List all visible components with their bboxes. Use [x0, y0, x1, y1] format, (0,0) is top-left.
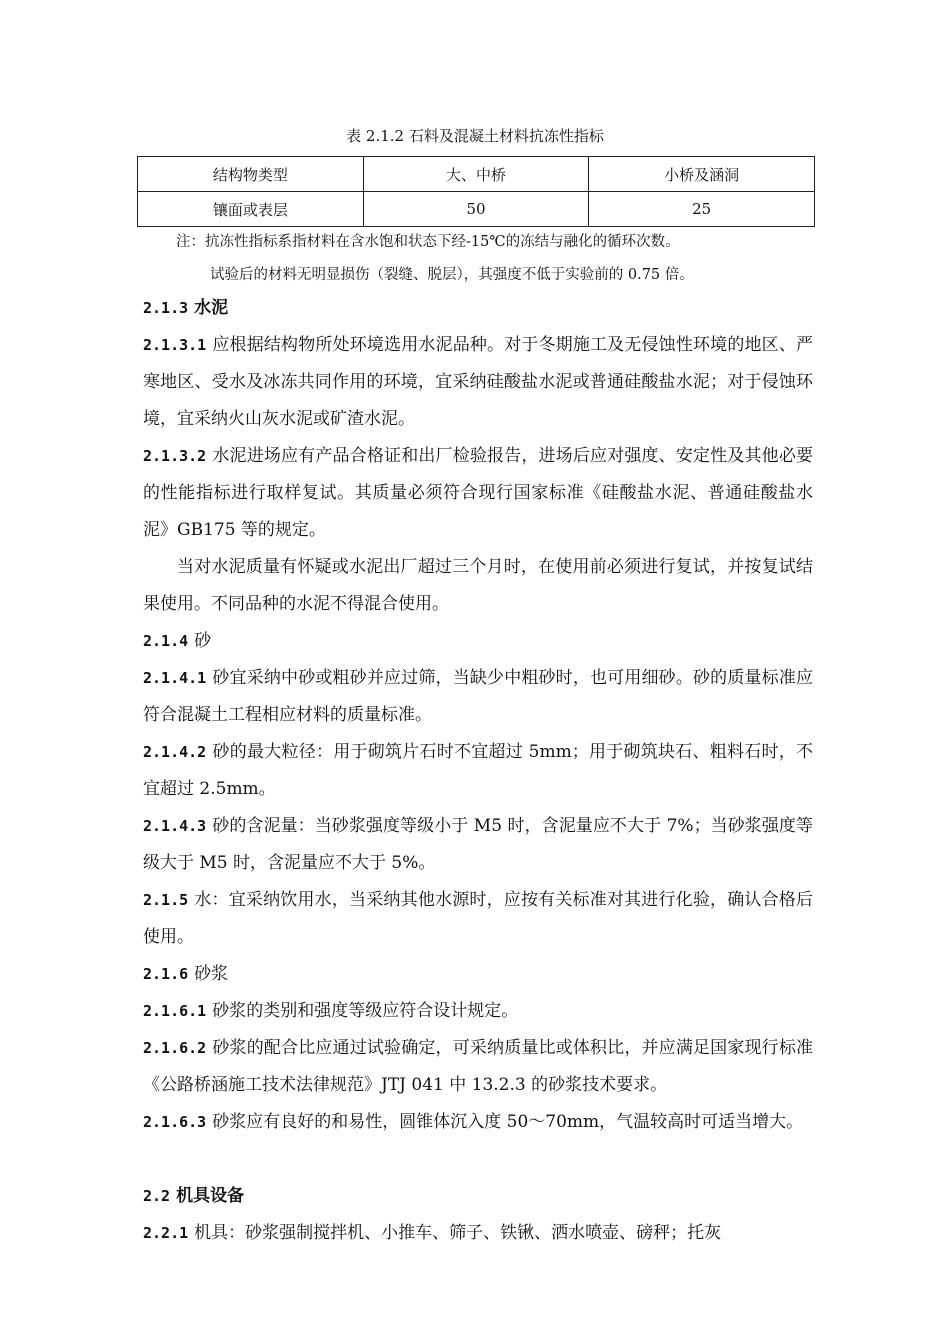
table-header-row [138, 157, 815, 192]
paragraph-2-2-1 [143, 1215, 813, 1252]
clause-text: 砂的最大粒径：用于砌筑片石时不宜超过 5mm；用于砌筑块石、粗料石时，不宜超过 2.5mm。 [143, 742, 813, 799]
section-heading-2-2 [143, 1178, 813, 1215]
clause-text: 应根据结构物所处环境选用水泥品种。对于冬期施工及无侵蚀性环境的地区、严寒地区、受水及冰冻共同作用的环境，宜采纳硅酸盐水泥或普通硅酸盐水泥；对于侵蚀环境，宜采纳火山灰水泥或矿渣水泥。 [143, 335, 813, 429]
table-header-cell: 小桥及涵洞 [589, 157, 815, 192]
paragraph-2-1-4-2 [143, 734, 813, 808]
paragraph-2-1-3-1 [143, 327, 813, 438]
clause-number: 2.1.6.1 [143, 1002, 207, 1020]
table-cell: 25 [589, 192, 815, 227]
paragraph-2-1-3-2 [143, 438, 813, 549]
table-row [138, 192, 815, 227]
clause-number: 2.1.4.2 [143, 743, 207, 761]
section-heading-2-1-3 [143, 290, 813, 327]
clause-text: 砂浆的配合比应通过试验确定，可采纳质量比或体积比，并应满足国家现行标准《公路桥涵施工技术法律规范》JTJ 041 中 13.2.3 的砂浆技术要求。 [143, 1038, 813, 1095]
clause-number: 2.1.4.1 [143, 669, 207, 687]
paragraph-2-1-5 [143, 882, 813, 956]
clause-text: 砂的含泥量：当砂浆强度等级小于 M5 时，含泥量应不大于 7%；当砂浆强度等级大于 M5 时，含泥量应不大于 5%。 [143, 816, 813, 873]
table-caption: 表 2.1.2 石料及混凝土材料抗冻性指标 [346, 127, 604, 145]
section-title: 砂浆 [194, 964, 229, 984]
clause-number: 2.1.4.3 [143, 817, 207, 835]
table-header-cell: 大、中桥 [363, 157, 589, 192]
clause-text: 水泥进场应有产品合格证和出厂检验报告，进场后应对强度、安定性及其他必要的性能指标进行取样复试。其质量必须符合现行国家标准《硅酸盐水泥、普通硅酸盐水泥》GB175 等的规定。 [143, 446, 813, 540]
clause-number: 2.1.3.1 [143, 336, 207, 354]
section-number: 2.1.4 [143, 632, 189, 650]
clause-text: 砂浆应有良好的和易性，圆锥体沉入度 50～70mm，气温较高时可适当增大。 [212, 1112, 804, 1132]
clause-text: 砂宜采纳中砂或粗砂并应过筛，当缺少中粗砂时，也可用细砂。砂的质量标准应符合混凝土工程相应材料的质量标准。 [143, 668, 813, 725]
clause-number: 2.1.6.2 [143, 1039, 207, 1057]
table-cell: 50 [363, 192, 589, 227]
section-title: 水泥 [194, 298, 229, 318]
paragraph-2-1-3-extra: 当对水泥质量有怀疑或水泥出厂超过三个月时，在使用前必须进行复试，并按复试结果使用。不同品种的水泥不得混合使用。 [143, 557, 813, 614]
section-title: 砂 [194, 631, 212, 651]
paragraph-2-1-6-2 [143, 1030, 813, 1104]
clause-number: 2.1.3.2 [143, 447, 207, 465]
table-cell: 镶面或表层 [138, 192, 364, 227]
paragraph-2-1-6-3 [143, 1104, 813, 1141]
frost-resistance-table [137, 156, 815, 227]
section-number: 2.1.3 [143, 299, 189, 317]
section-heading-2-1-4 [143, 623, 813, 660]
section-title: 机具设备 [176, 1186, 245, 1206]
clause-number: 2.2.1 [143, 1224, 189, 1242]
clause-number: 2.1.5 [143, 891, 189, 909]
paragraph-2-1-4-1 [143, 660, 813, 734]
table-note-line2: 试验后的材料无明显损伤（裂缝、脱层），其强度不低于实验前的 0.75 倍。 [210, 267, 694, 283]
section-number: 2.1.6 [143, 965, 189, 983]
clause-text: 水：宜采纳饮用水，当采纳其他水源时，应按有关标准对其进行化验，确认合格后使用。 [143, 890, 813, 947]
clause-number: 2.1.6.3 [143, 1113, 207, 1131]
section-heading-2-1-6 [143, 956, 813, 993]
clause-text: 砂浆的类别和强度等级应符合设计规定。 [212, 1001, 519, 1021]
paragraph-2-1-4-3 [143, 808, 813, 882]
table-note-line1: 注：抗冻性指标系指材料在含水饱和状态下经-15℃的冻结与融化的循环次数。 [176, 234, 680, 250]
table-header-cell: 结构物类型 [138, 157, 364, 192]
clause-text: 机具：砂浆强制搅拌机、小推车、筛子、铁锹、洒水喷壶、磅秤；托灰 [194, 1223, 722, 1243]
section-number: 2.2 [143, 1187, 171, 1205]
paragraph-2-1-6-1 [143, 993, 813, 1030]
